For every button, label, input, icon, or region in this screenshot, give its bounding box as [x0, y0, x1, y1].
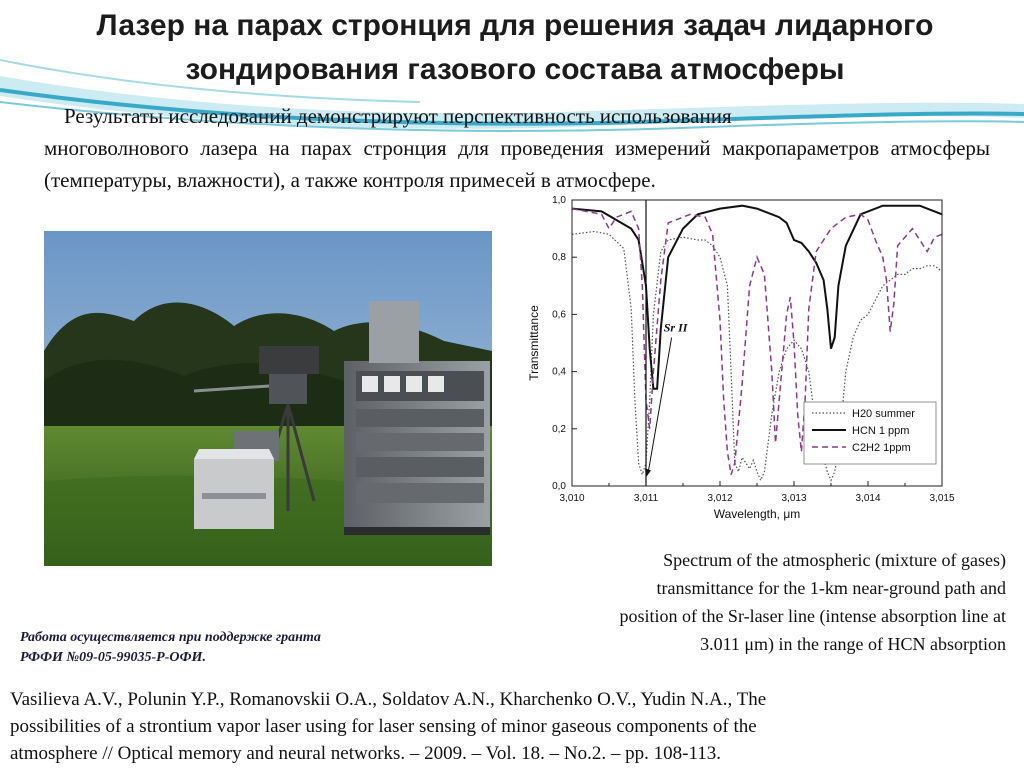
lidar-field-photo — [44, 231, 492, 566]
y-tick-label: 1,0 — [552, 195, 566, 206]
intro-line: макропараметров атмосферы (температуры, влажности), а также контроля — [44, 136, 991, 192]
caption-line: 3.011 μm) in the range of HCN absorption — [700, 634, 1006, 654]
y-tick-label: 0,0 — [552, 481, 566, 492]
intro-line: примесей в атмосфере. — [449, 168, 656, 192]
y-tick-label: 0,2 — [552, 423, 566, 435]
legend-label: H20 summer — [852, 408, 915, 420]
x-tick-label: 3,013 — [781, 493, 807, 504]
x-axis-label: Wavelength, μm — [713, 507, 801, 521]
caption-line: transmittance for the 1-km near-ground path and — [656, 578, 1006, 598]
x-tick-label: 3,015 — [929, 493, 955, 504]
y-tick-label: 0,6 — [552, 309, 566, 321]
intro-line: многоволнового лазера на парах стронция для проведения измерений — [44, 136, 711, 160]
transmittance-chart — [520, 192, 960, 532]
reference — [10, 686, 1014, 767]
grant-line: РФФИ №09-05-99035-Р-ОФИ. — [20, 650, 206, 665]
reference-line: possibilities of a strontium vapor laser using for laser sensing of minor gaseous components of the — [10, 716, 757, 737]
y-tick-label: 0,8 — [552, 252, 566, 264]
y-tick-label: 0,4 — [552, 366, 566, 378]
grant-line: Работа осуществляется при поддержке гранта — [20, 630, 321, 645]
reference-line: Vasilieva A.V., Polunin Y.P., Romanovskii O.A., Soldatov A.N., Kharchenko O.V., Yudin N.A., The — [10, 689, 767, 710]
x-tick-label: 3,010 — [559, 493, 585, 504]
chart-caption — [500, 546, 1006, 658]
caption-line: position of the Sr-laser line (intense absorption line at — [619, 606, 1006, 626]
grant-note — [20, 628, 420, 668]
sr-annotation-label: Sr II — [663, 320, 688, 335]
x-tick-label: 3,012 — [707, 493, 733, 504]
caption-line: Spectrum of the atmospheric (mixture of gases) — [663, 550, 1006, 570]
reference-line: atmosphere // Optical memory and neural networks. – 2009. – Vol. 18. – No.2. – pp. 108-113. — [10, 743, 721, 764]
y-axis-label: Transmittance — [527, 305, 541, 381]
transmittance-chart-svg — [520, 192, 960, 532]
title-line: Лазер на парах стронция для решения задач лидарного — [96, 9, 934, 42]
legend-label: C2H2 1ppm — [852, 442, 911, 454]
slide-title — [20, 4, 1010, 92]
legend-label: HCN 1 ppm — [852, 425, 910, 437]
intro-line: Результаты исследований демонстрируют перспективность использования — [64, 104, 732, 128]
title-line: зондирования газового состава атмосферы — [185, 53, 845, 86]
x-tick-label: 3,011 — [633, 493, 659, 504]
x-tick-label: 3,014 — [855, 493, 881, 504]
intro-paragraph — [44, 100, 990, 196]
